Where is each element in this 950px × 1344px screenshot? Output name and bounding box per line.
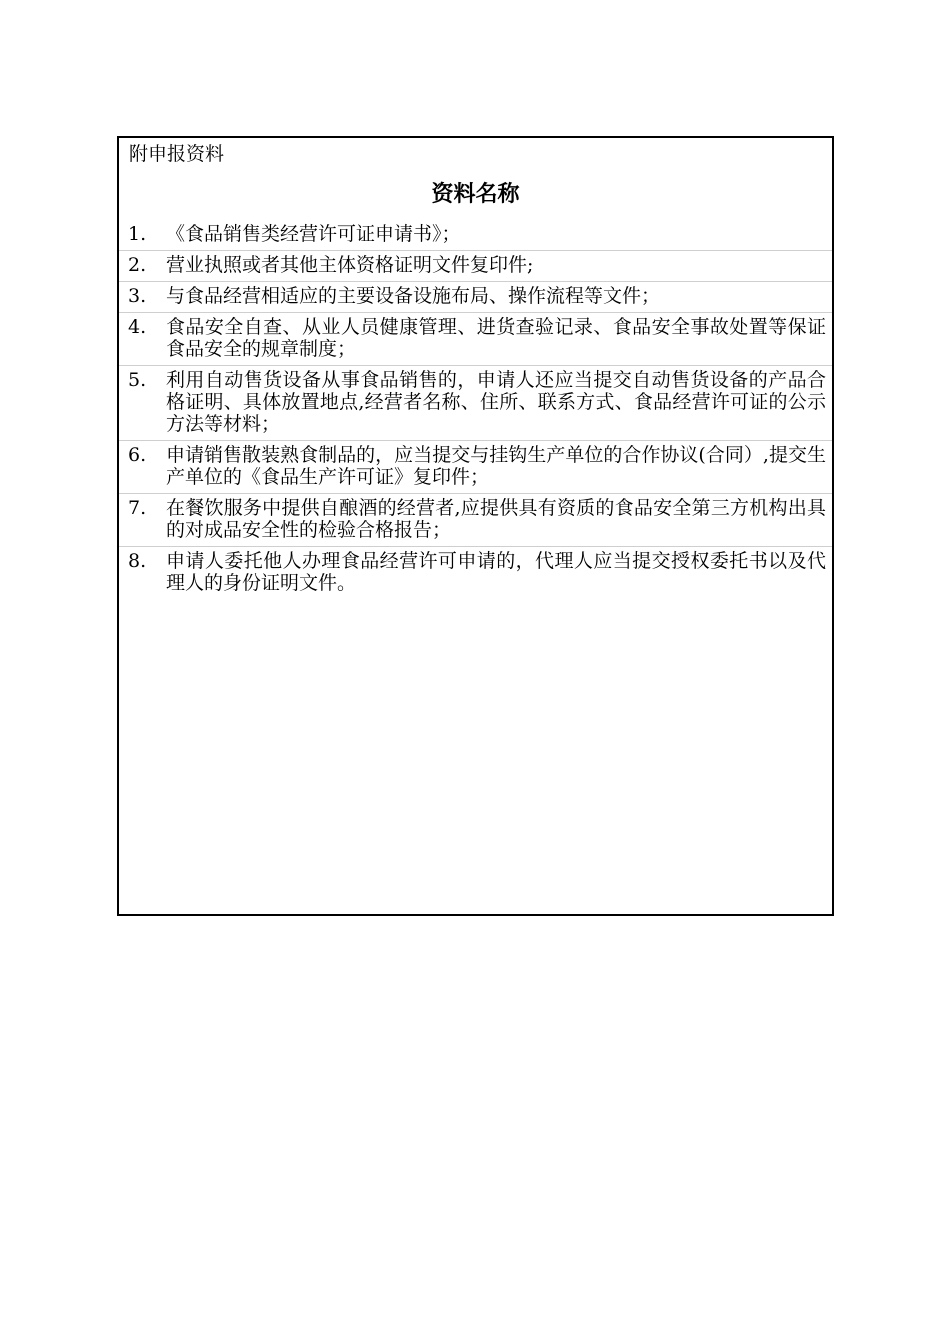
attachment-header-label: 附申报资料	[129, 143, 225, 165]
list-item	[119, 440, 832, 493]
list-item	[119, 250, 832, 281]
materials-list	[119, 220, 832, 599]
item-number: 1.	[128, 223, 147, 245]
item-text: 申请销售散装熟食制品的，应当提交与挂钩生产单位的合作协议(合同）,提交生产单位的《食品生产许可证》复印件；	[166, 444, 826, 488]
list-item	[119, 281, 832, 312]
list-item	[119, 220, 832, 250]
item-number: 3.	[128, 285, 147, 307]
item-number: 4.	[128, 316, 147, 338]
attachment-table	[117, 136, 834, 916]
list-item	[119, 365, 832, 440]
materials-title: 资料名称	[431, 182, 520, 207]
item-text: 与食品经营相适应的主要设备设施布局、操作流程等文件；	[166, 285, 661, 307]
item-text: 申请人委托他人办理食品经营许可申请的，代理人应当提交授权委托书以及代理人的身份证明文件。	[166, 550, 826, 594]
item-number: 8.	[128, 550, 147, 572]
item-number: 2.	[128, 254, 147, 276]
item-text: 《食品销售类经营许可证申请书》；	[166, 223, 461, 245]
item-text: 利用自动售货设备从事食品销售的，申请人还应当提交自动售货设备的产品合格证明、具体放置地点,经营者名称、住所、联系方式、食品经营许可证的公示方法等材料；	[166, 369, 826, 435]
list-item	[119, 312, 832, 365]
item-text: 在餐饮服务中提供自酿酒的经营者,应提供具有资质的食品安全第三方机构出具的对成品安全性的检验合格报告；	[166, 497, 826, 541]
item-text: 营业执照或者其他主体资格证明文件复印件;	[166, 254, 534, 276]
list-item	[119, 546, 832, 599]
item-number: 7.	[128, 497, 147, 519]
item-number: 5.	[128, 369, 147, 391]
item-number: 6.	[128, 444, 147, 466]
list-item	[119, 493, 832, 546]
item-text: 食品安全自查、从业人员健康管理、进货查验记录、食品安全事故处置等保证食品安全的规章制度；	[166, 316, 826, 360]
